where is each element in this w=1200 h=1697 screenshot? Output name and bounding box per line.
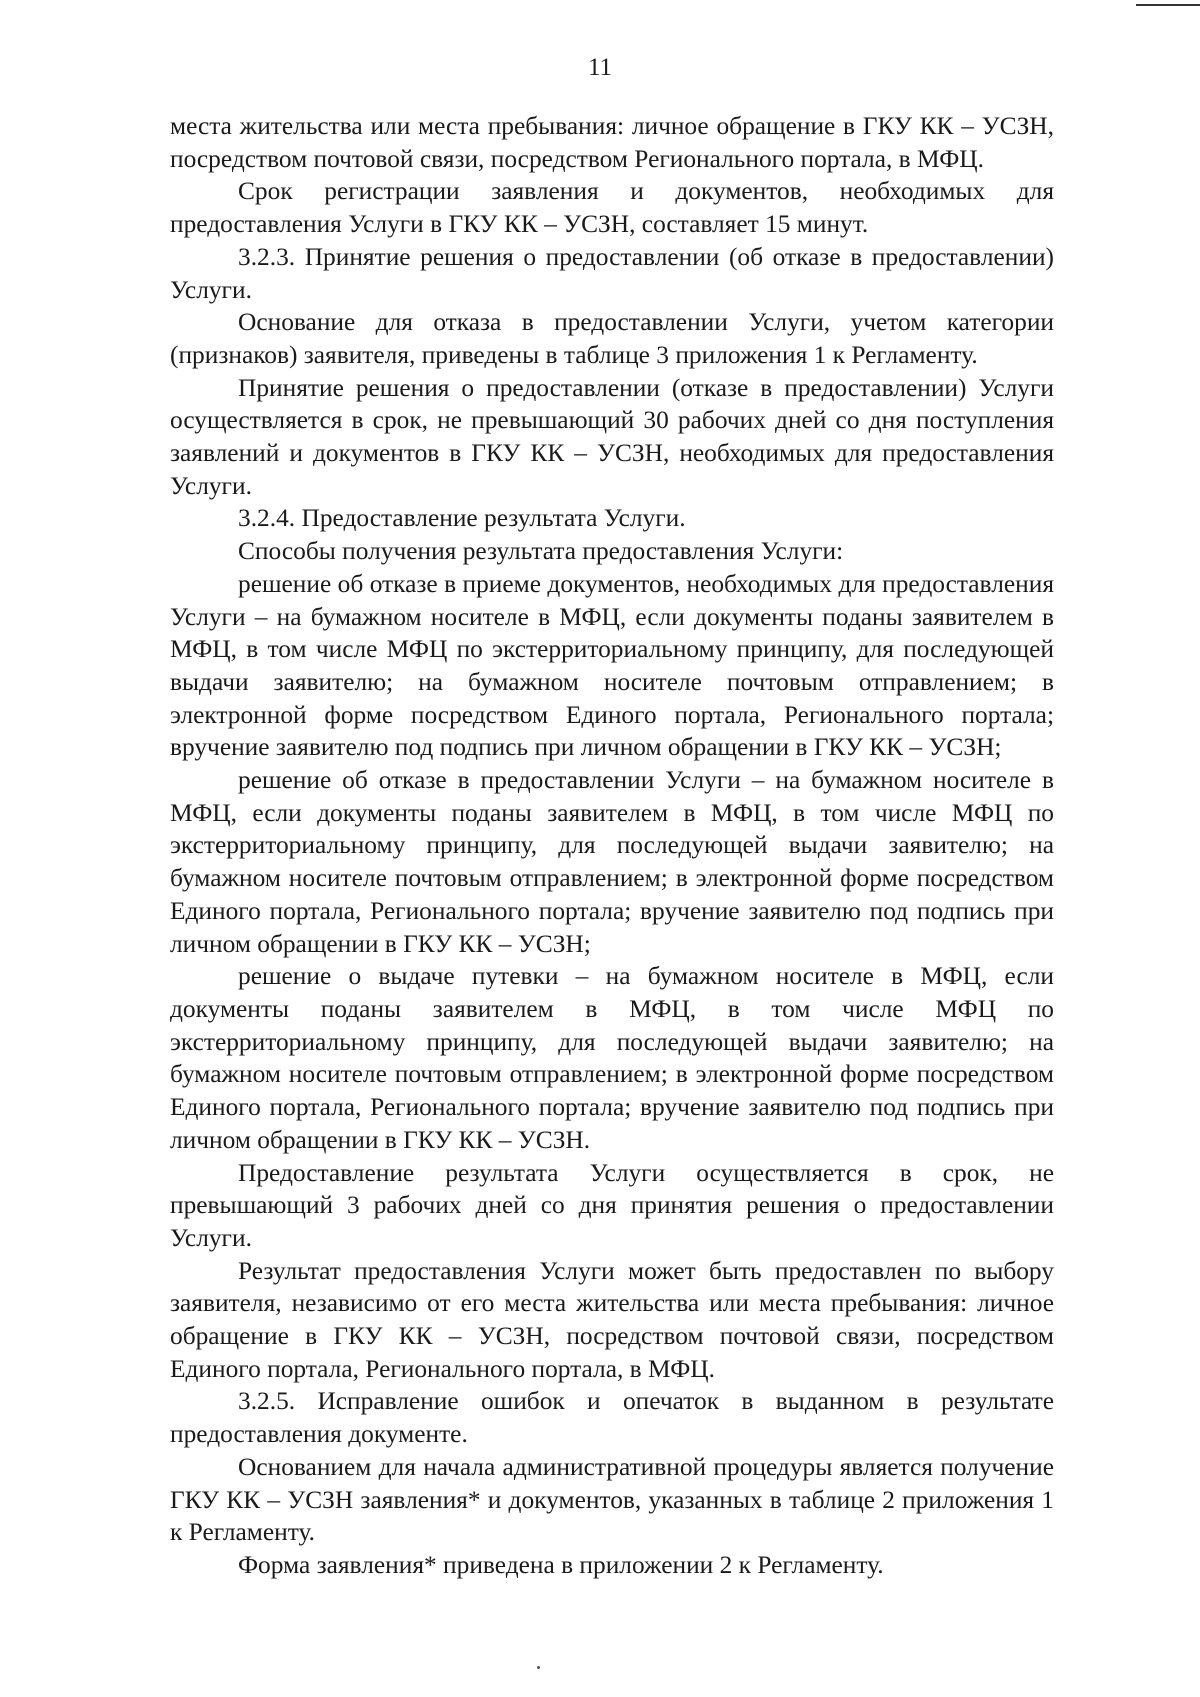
paragraph: Результат предоставления Услуги может быть предоставлен по выбору заявителя, независимо от его места жительства или места пребывания: личное обращение в ГКУ КК – УСЗН, посредством почтовой связи, посредством Единого портала, Регионального портала, в МФЦ. <box>170 1256 1054 1383</box>
section-heading: 3.2.5. Исправление ошибок и опечаток в выданном в результате предоставления документе. <box>170 1387 1054 1449</box>
paragraph: Форма заявления* приведена в приложении 2 к Регламенту. <box>238 1550 884 1579</box>
paragraph: Предоставление результата Услуги осуществляется в срок, не превышающий 3 рабочих дней со дня принятия решения о предоставлении Услуги. <box>170 1158 1054 1252</box>
paragraph: Принятие решения о предоставлении (отказе в предоставлении) Услуги осуществляется в срок, не превышающий 30 рабочих дней со дня поступления заявлений и документов в ГКУ КК – УСЗН, необходимых для предоставления Услуги. <box>170 373 1054 500</box>
paragraph: Основанием для начала административной процедуры является получение ГКУ КК – УСЗН заявления* и документов, указанных в таблице 2 приложения 1 к Регламенту. <box>170 1452 1054 1547</box>
list-item: решение об отказе в предоставлении Услуги – на бумажном носителе в МФЦ, если документы поданы заявителем в МФЦ, в том числе МФЦ по экстерриториальному принципу, для последующей выдачи заявителю; на бумажном носителе почтовым отправлением; в электронной форме посредством Единого портала, Регионального портала; вручение заявителю под подпись при личном обращении в ГКУ КК – УСЗН; <box>170 766 1054 958</box>
paragraph: Основание для отказа в предоставлении Услуги, учетом категории (признаков) заявителя, приведены в таблице 3 приложения 1 к Регламенту. <box>170 308 1054 369</box>
list-item: решение об отказе в приеме документов, необходимых для предоставления Услуги – на бумажном носителе в МФЦ, если документы поданы заявителем в МФЦ, в том числе МФЦ по экстерриториальному принципу, для последующей выдачи заявителю; на бумажном носителе почтовым отправлением; в электронной форме посредством Единого портала, Регионального портала; вручение заявителю под подпись при личном обращении в ГКУ КК – УСЗН; <box>170 569 1054 762</box>
paragraph: Способы получения результата предоставления Услуги: <box>238 537 844 566</box>
section-heading: 3.2.4. Предоставление результата Услуги. <box>238 504 686 533</box>
document-body <box>170 110 1054 1582</box>
list-item: решение о выдаче путевки – на бумажном носителе в МФЦ, если документы поданы заявителем в МФЦ, в том числе МФЦ по экстерриториальному принципу, для последующей выдачи заявителю; на бумажном носителе почтовым отправлением; в электронной форме посредством Единого портала, Регионального портала; вручение заявителю под подпись при личном обращении в ГКУ КК – УСЗН. <box>170 962 1054 1154</box>
page-number: 11 <box>587 54 613 81</box>
scan-artifact-dot <box>537 1666 540 1669</box>
paragraph: места жительства или места пребывания: личное обращение в ГКУ КК – УСЗН, посредством почтовой связи, посредством Регионального портала, в МФЦ. <box>170 112 1054 173</box>
scan-edge-mark <box>1136 4 1200 6</box>
paragraph: Срок регистрации заявления и документов, необходимых для предоставления Услуги в ГКУ КК – УСЗН, составляет 15 минут. <box>170 177 1054 239</box>
section-heading: 3.2.3. Принятие решения о предоставлении (об отказе в предоставлении) Услуги. <box>170 242 1054 304</box>
